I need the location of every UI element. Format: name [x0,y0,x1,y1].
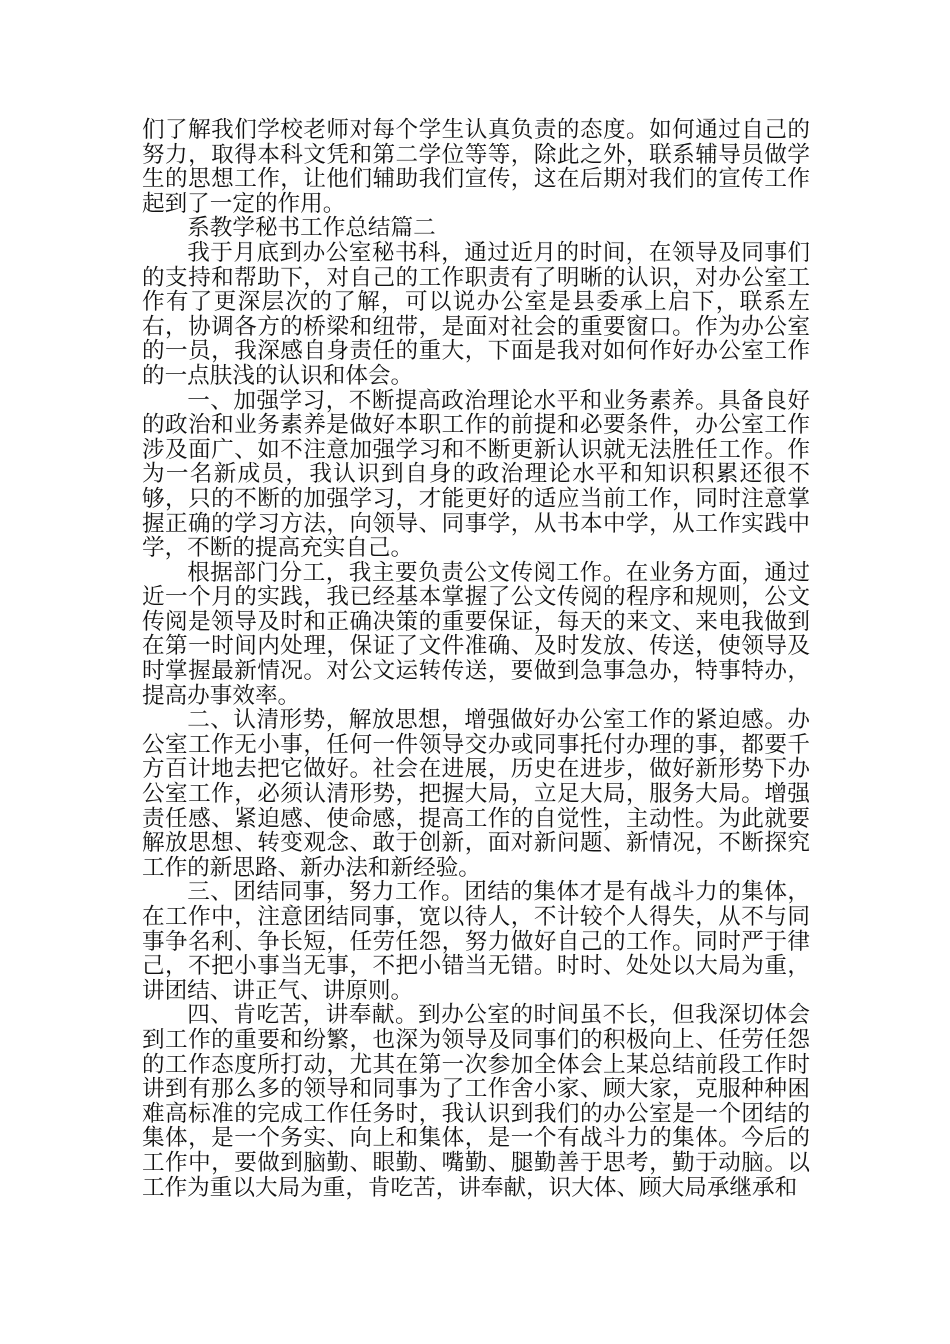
document-page [142,118,810,1200]
section-heading: 系教学秘书工作总结篇二 [187,215,436,242]
paragraph-point-one: 一、加强学习，不断提高政治理论水平和业务素养。具备良好的政治和业务素养是做好本职工作的前提和必要条件，办公室工作涉及面广、如不注意加强学习和不断更新认识就无法胜任工作。作为一名新成员，我认识到自身的政治理论水平和知识积累还很不够，只的不断的加强学习，才能更好的适应当前工作，同时注意掌握正确的学习方法，向领导、同事学，从书本中学，从工作实践中学，不断的提高充实自己。 [142,387,810,562]
paragraph-continuation: 们了解我们学校老师对每个学生认真负责的态度。如何通过自己的努力，取得本科文凭和第二学位等等，除此之外，联系辅导员做学生的思想工作，让他们辅助我们宣传，这在后期对我们的宣传工作起到了一定的作用。 [142,117,810,217]
paragraph-point-three: 三、团结同事，努力工作。团结的集体才是有战斗力的集体，在工作中，注意团结同事，宽以待人，不计较个人得失，从不与同事争名利、争长短，任劳任怨，努力做好自己的工作。同时严于律己，不把小事当无事，不把小错当无错。时时、处处以大局为重，讲团结、讲正气、讲原则。 [142,879,810,1004]
paragraph-intro: 我于月底到办公室秘书科，通过近月的时间，在领导及同事们的支持和帮助下，对自己的工作职责有了明晰的认识，对办公室工作有了更深层次的了解，可以说办公室是县委承上启下，联系左右，协调各方的桥梁和纽带，是面对社会的重要窗口。作为办公室的一员，我深感自身责任的重大，下面是我对如何作好办公室工作的一点肤浅的认识和体会。 [142,239,810,389]
paragraph-division-of-work: 根据部门分工，我主要负责公文传阅工作。在业务方面，通过近一个月的实践，我已经基本掌握了公文传阅的程序和规则，公文传阅是领导及时和正确决策的重要保证，每天的来文、来电我做到在第一时间内处理，保证了文件准确、及时发放、传送，使领导及时掌握最新情况。对公文运转传送，要做到急事急办，特事特办，提高办事效率。 [142,559,810,709]
paragraph-point-four: 四、肯吃苦，讲奉献。到办公室的时间虽不长，但我深切体会到工作的重要和纷繁，也深为领导及同事们的积极向上、任劳任怨的工作态度所打动，尤其在第一次参加全体会上某总结前段工作时讲到有那么多的领导和同事为了工作舍小家、顾大家，克服种种困难高标准的完成工作任务时，我认识到我们的办公室是一个团结的集体，是一个务实、向上和集体，是一个有战斗力的集体。今后的工作中，要做到脑勤、眼勤、嘴勤、腿勤善于思考，勤于动脑。以工作为重以大局为重，肯吃苦，讲奉献，识大体、顾大局承继承和 [142,1002,810,1201]
paragraph-point-two: 二、认清形势，解放思想，增强做好办公室工作的紧迫感。办公室工作无小事，任何一件领导交办或同事托付办理的事，都要千方百计地去把它做好。社会在进展，历史在进步，做好新形势下办公室工作，必须认清形势，把握大局，立足大局，服务大局。增强责任感、紧迫感、使命感，提高工作的自觉性，主动性。为此就要解放思想、转变观念、敢于创新，面对新问题、新情况，不断探究工作的新思路、新办法和新经验。 [142,707,810,881]
